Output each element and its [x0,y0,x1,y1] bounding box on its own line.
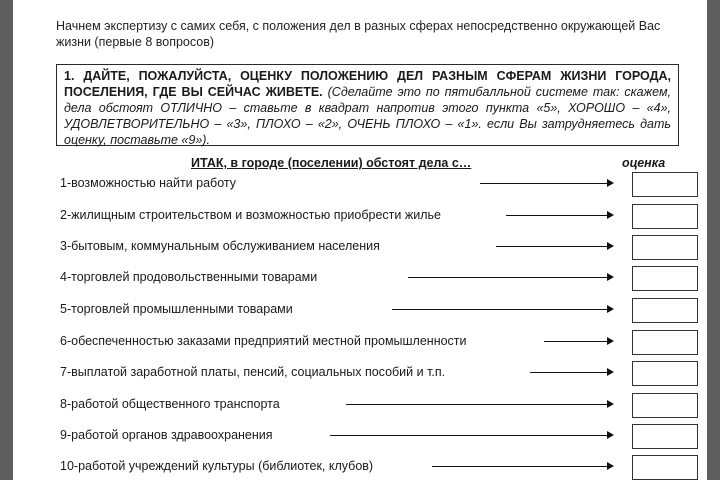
row-label: 7-выплатой заработной платы, пенсий, социальных пособий и т.п. [60,364,448,380]
question-instructions: (Сделайте это по пятибалльной системе так: скажем, дела обстоят ОТЛИЧНО – ставьте в квадрат напротив этого пункта «5», ХОРОШО – «4», УДОВЛЕТВОРИТЕЛЬНО – «3», ПЛОХО – «2», ОЧЕНЬ ПЛОХО – «1». если Вы затрудняетесь дать оценку, поставьте «9»). [64,85,671,147]
arrow-icon [392,309,612,310]
row-label: 8-работой общественного транспорта [60,396,283,412]
row-label: 6-обеспеченностью заказами предприятий местной промышленности [60,333,470,349]
question-row [60,455,700,480]
row-label: 9-работой органов здравоохранения [60,427,276,443]
row-label: 10-работой учреждений культуры (библиотек, клубов) [60,458,376,474]
arrow-icon [432,466,612,467]
question-row [60,298,700,324]
question-row [60,204,700,230]
question-row [60,361,700,387]
arrow-icon [346,404,612,405]
score-input[interactable] [632,235,698,260]
row-label: 3-бытовым, коммунальным обслуживанием населения [60,238,383,254]
question-row [60,330,700,356]
question-row [60,393,700,419]
score-input[interactable] [632,266,698,291]
questionnaire-page [13,0,707,480]
row-label: 4-торговлей продовольственными товарами [60,269,320,285]
arrow-icon [408,277,612,278]
score-input[interactable] [632,330,698,355]
arrow-icon [480,183,612,184]
score-column-header: оценка [622,156,666,170]
arrow-icon [530,372,612,373]
row-label: 5-торговлей промышленными товарами [60,301,296,317]
question-row [60,424,700,450]
score-input[interactable] [632,393,698,418]
score-input[interactable] [632,204,698,229]
score-input[interactable] [632,172,698,197]
question-row [60,172,700,198]
question-row [60,235,700,261]
score-input[interactable] [632,455,698,480]
row-label: 1-возможностью найти работу [60,175,239,191]
question-box [56,64,679,146]
score-input[interactable] [632,361,698,386]
score-input[interactable] [632,424,698,449]
question-title: 1. ДАЙТЕ, ПОЖАЛУЙСТА, ОЦЕНКУ ПОЛОЖЕНИЮ ДЕЛ РАЗНЫМ СФЕРАМ ЖИЗНИ ГОРОДА, ПОСЕЛЕНИЯ, ГДЕ ВЫ СЕЙЧАС ЖИВЕТЕ. [64,69,671,99]
items-header: ИТАК, в городе (поселении) обстоят дела с… [191,156,472,170]
intro-text: Начнем экспертизу с самих себя, с положения дел в разных сферах непосредственно окружающей Вас жизни (первые 8 вопросов) [56,19,661,49]
row-label: 2-жилищным строительством и возможностью приобрести жилье [60,207,444,223]
arrow-icon [330,435,612,436]
question-row [60,266,700,292]
arrow-icon [544,341,612,342]
arrow-icon [506,215,612,216]
score-input[interactable] [632,298,698,323]
arrow-icon [496,246,612,247]
